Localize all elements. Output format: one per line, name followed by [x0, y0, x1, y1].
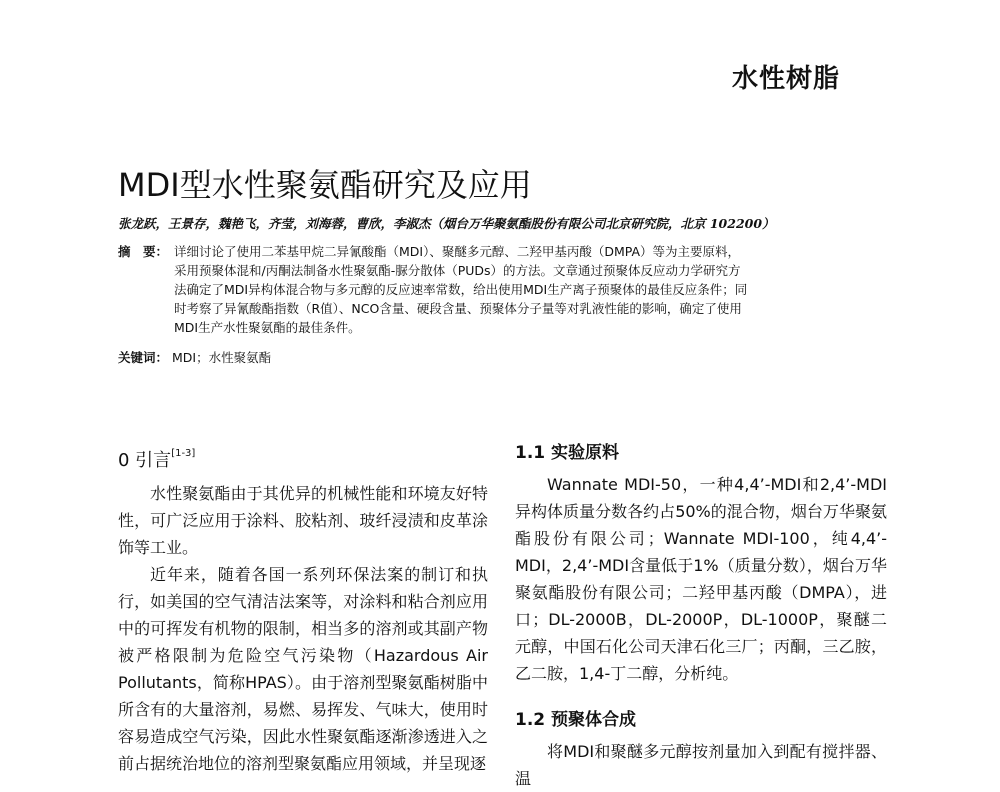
abstract-line: 详细讨论了使用二苯基甲烷二异氰酸酯（MDI）、聚醚多元醇、二羟甲基丙酸（DMPA）等为主要原料， — [174, 244, 741, 259]
body-paragraph: 水性聚氨酯由于其优异的机械性能和环境友好特性，可广泛应用于涂料、胶粘剂、玻纤浸渍和皮革涂饰等工业。 — [118, 484, 488, 557]
keywords-value: MDI；水性聚氨酯 — [172, 350, 272, 365]
right-column — [515, 440, 887, 792]
journal-column-label: 水性树脂 — [732, 64, 841, 94]
body-paragraph: 将MDI和聚醚多元醇按剂量加入到配有搅拌器、温 — [515, 742, 887, 788]
section-heading-introduction: 0 引言[1-3] — [118, 448, 196, 471]
body-paragraph: Wannate MDI-50，一种4,4’-MDI和2,4’-MDI异构体质量分数各约占50%的混合物，烟台万华聚氨酯股份有限公司；Wannate MDI-100，纯4,4’-MDI，2,4’-MDI含量低于1%（质量分数），烟台万华聚氨酯股份有限公司；二羟甲基丙酸（DMPA），进口；DL-2000B，DL-2000P，DL-1000P，聚醚二元醇，中国石化公司天津石化三厂；丙酮，三乙胺，乙二胺，1,4-丁二醇，分析纯。 — [515, 475, 887, 683]
section-heading-materials: 1.1 实验原料 — [515, 443, 620, 463]
keywords-label: 关键词： — [118, 350, 169, 365]
abstract-line: 采用预聚体混和/丙酮法制备水性聚氨酯-脲分散体（PUDs）的方法。文章通过预聚体反应动力学研究方 — [174, 263, 741, 278]
left-column — [118, 440, 488, 777]
abstract — [118, 242, 808, 337]
author-affiliation-line: 张龙跃，王景存，魏艳飞，齐莹，刘海蓉，曹欣，李淑杰（烟台万华聚氨酯股份有限公司北京研究院，北京 102200） — [118, 216, 775, 231]
section-heading-prepolymer: 1.2 预聚体合成 — [515, 710, 637, 730]
body-paragraph: 近年来，随着各国一系列环保法案的制订和执行，如美国的空气清洁法案等，对涂料和粘合剂应用中的可挥发有机物的限制，相当多的溶剂或其副产物被严格限制为危险空气污染物（Hazardous Air Pollutants，简称HPAS）。由于溶剂型聚氨酯树脂中所含有的大量溶剂，易燃、易挥发、气味大，使用时容易造成空气污染，因此水性聚氨酯逐渐渗透进入之前占据统治地位的溶剂型聚氨酯应用领域，并呈现逐 — [118, 565, 488, 773]
citation-ref: [1-3] — [171, 448, 196, 459]
article-title: MDI型水性聚氨酯研究及应用 — [118, 166, 532, 204]
abstract-line: MDI生产水性聚氨酯的最佳条件。 — [174, 320, 361, 335]
keywords — [118, 348, 271, 366]
abstract-line: 法确定了MDI异构体混合物与多元醇的反应速率常数，给出使用MDI生产离子预聚体的最佳反应条件；同 — [174, 282, 748, 297]
abstract-line: 时考察了异氰酸酯指数（R值）、NCO含量、硬段含量、预聚体分子量等对乳液性能的影响，确定了使用 — [174, 301, 742, 316]
abstract-label: 摘 要： — [118, 244, 169, 259]
